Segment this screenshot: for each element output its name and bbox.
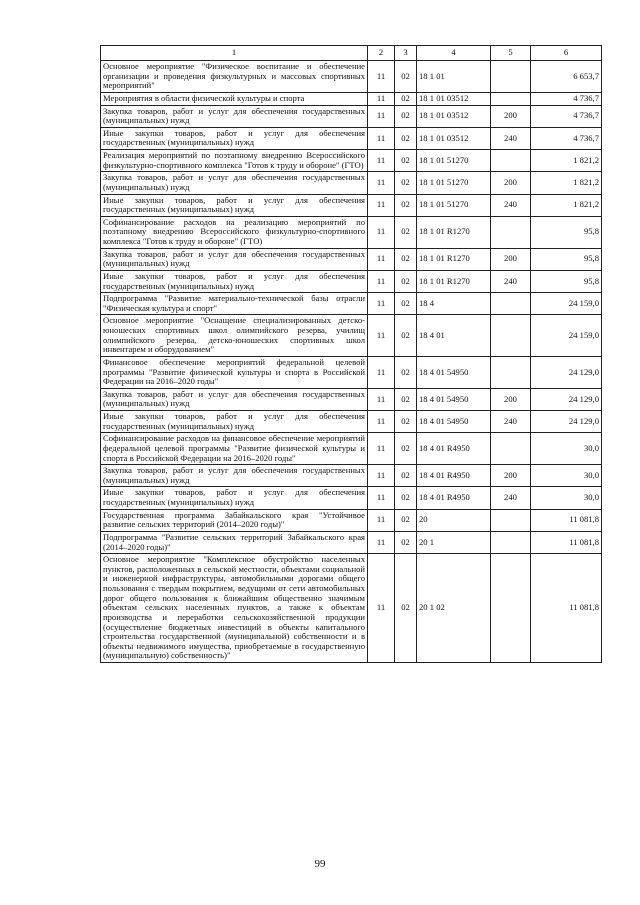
cell-subsection: 02 <box>395 433 417 465</box>
cell-target-article: 18 4 01 <box>417 315 491 357</box>
cell-expense-type: 200 <box>491 388 531 410</box>
cell-name: Закупка товаров, работ и услуг для обеспечения государственных (муниципальных) нужд <box>101 172 368 194</box>
cell-section: 11 <box>368 248 395 270</box>
cell-target-article: 18 4 01 54950 <box>417 388 491 410</box>
cell-name: Основное мероприятие "Комплексное обустройство населенных пунктов, расположенных в сельской местности, объектами социальной и инженерной инфраструктуры, автомобильными дорогами общего пользования с твердым покрытием, ведущими от сети автомобильных дорог общего пользования к ближайшим общественно значимым объектам сельских населенных пунктов, а также к объектам производства и переработки сельскохозяйственной продукции (осуществление бюджетных инвестиций в объекты капитального строительства государственной (муниципальной) собственности и в объекты недвижимого имущества, приобретаемые в государственную (муниципальную) собственность)" <box>101 554 368 663</box>
cell-subsection: 02 <box>395 270 417 292</box>
table-row <box>101 356 602 388</box>
cell-target-article: 18 4 01 R4950 <box>417 487 491 509</box>
table-row <box>101 487 602 509</box>
cell-expense-type <box>491 92 531 105</box>
cell-expense-type: 240 <box>491 127 531 149</box>
cell-name: Иные закупки товаров, работ и услуг для обеспечения государственных (муниципальных) нужд <box>101 127 368 149</box>
cell-subsection: 02 <box>395 554 417 663</box>
cell-section: 11 <box>368 92 395 105</box>
cell-subsection: 02 <box>395 411 417 433</box>
cell-name: Мероприятия в области физической культуры и спорта <box>101 92 368 105</box>
cell-name: Закупка товаров, работ и услуг для обеспечения государственных (муниципальных) нужд <box>101 465 368 487</box>
header-cell-section: 2 <box>368 46 395 61</box>
cell-section: 11 <box>368 487 395 509</box>
cell-amount: 11 081,8 <box>531 509 602 531</box>
table-row <box>101 105 602 127</box>
cell-amount: 4 736,7 <box>531 127 602 149</box>
cell-section: 11 <box>368 270 395 292</box>
cell-expense-type <box>491 150 531 172</box>
cell-expense-type: 200 <box>491 172 531 194</box>
cell-expense-type <box>491 356 531 388</box>
cell-name: Софинансирование расходов на финансовое обеспечение мероприятий федеральной целевой программы "Развитие физической культуры и спорта в Российской Федерации на 2016–2020 годы" <box>101 433 368 465</box>
cell-target-article: 18 4 <box>417 293 491 315</box>
cell-subsection: 02 <box>395 293 417 315</box>
page-number: 99 <box>314 858 326 870</box>
cell-section: 11 <box>368 531 395 553</box>
header-cell-subsection: 3 <box>395 46 417 61</box>
cell-amount: 95,8 <box>531 270 602 292</box>
cell-expense-type <box>491 433 531 465</box>
cell-section: 11 <box>368 127 395 149</box>
cell-amount: 24 159,0 <box>531 315 602 357</box>
table-row <box>101 433 602 465</box>
cell-target-article: 20 1 02 <box>417 554 491 663</box>
cell-target-article: 18 1 01 51270 <box>417 194 491 216</box>
cell-amount: 24 129,0 <box>531 411 602 433</box>
cell-expense-type <box>491 216 531 248</box>
cell-amount: 1 821,2 <box>531 172 602 194</box>
cell-name: Иные закупки товаров, работ и услуг для обеспечения государственных (муниципальных) нужд <box>101 411 368 433</box>
cell-section: 11 <box>368 216 395 248</box>
cell-name: Основное мероприятие "Оснащение специализированных детско-юношеских спортивных школ олимпийского резерва, училищ олимпийского резерва, детско-юношеских спортивных школ инвентарем и оборудованием" <box>101 315 368 357</box>
cell-subsection: 02 <box>395 172 417 194</box>
cell-target-article: 20 <box>417 509 491 531</box>
cell-expense-type <box>491 509 531 531</box>
cell-amount: 24 129,0 <box>531 388 602 410</box>
cell-amount: 4 736,7 <box>531 105 602 127</box>
cell-expense-type <box>491 293 531 315</box>
cell-section: 11 <box>368 194 395 216</box>
table-row <box>101 509 602 531</box>
cell-target-article: 18 1 01 03512 <box>417 105 491 127</box>
cell-target-article: 18 1 01 03512 <box>417 92 491 105</box>
cell-subsection: 02 <box>395 194 417 216</box>
cell-section: 11 <box>368 465 395 487</box>
cell-amount: 30,0 <box>531 433 602 465</box>
cell-expense-type <box>491 554 531 663</box>
table-row <box>101 248 602 270</box>
table-row <box>101 388 602 410</box>
header-cell-expense-type: 5 <box>491 46 531 61</box>
cell-expense-type: 200 <box>491 105 531 127</box>
cell-amount: 24 159,0 <box>531 293 602 315</box>
header-cell-name: 1 <box>101 46 368 61</box>
cell-target-article: 18 1 01 51270 <box>417 172 491 194</box>
table-row <box>101 127 602 149</box>
cell-section: 11 <box>368 356 395 388</box>
cell-target-article: 18 1 01 51270 <box>417 150 491 172</box>
table-row <box>101 150 602 172</box>
cell-target-article: 18 4 01 54950 <box>417 411 491 433</box>
cell-section: 11 <box>368 388 395 410</box>
cell-amount: 24 129,0 <box>531 356 602 388</box>
cell-name: Закупка товаров, работ и услуг для обеспечения государственных (муниципальных) нужд <box>101 388 368 410</box>
table-row <box>101 531 602 553</box>
cell-section: 11 <box>368 509 395 531</box>
cell-subsection: 02 <box>395 248 417 270</box>
cell-amount: 1 821,2 <box>531 150 602 172</box>
cell-expense-type: 240 <box>491 411 531 433</box>
cell-subsection: 02 <box>395 61 417 93</box>
budget-table <box>100 45 602 663</box>
table-row <box>101 554 602 663</box>
cell-target-article: 18 4 01 54950 <box>417 356 491 388</box>
cell-target-article: 18 1 01 03512 <box>417 127 491 149</box>
table-row <box>101 270 602 292</box>
cell-section: 11 <box>368 315 395 357</box>
cell-amount: 4 736,7 <box>531 92 602 105</box>
cell-subsection: 02 <box>395 531 417 553</box>
cell-section: 11 <box>368 150 395 172</box>
cell-target-article: 18 1 01 R1270 <box>417 248 491 270</box>
cell-expense-type <box>491 61 531 93</box>
table-row <box>101 216 602 248</box>
table-row <box>101 411 602 433</box>
cell-section: 11 <box>368 411 395 433</box>
cell-name: Реализация мероприятий по поэтапному внедрению Всероссийского физкультурно-спортивного комплекса "Готов к труду и обороне" (ГТО) <box>101 150 368 172</box>
cell-subsection: 02 <box>395 388 417 410</box>
cell-name: Иные закупки товаров, работ и услуг для обеспечения государственных (муниципальных) нужд <box>101 487 368 509</box>
cell-section: 11 <box>368 433 395 465</box>
cell-amount: 1 821,2 <box>531 194 602 216</box>
cell-name: Государственная программа Забайкальского края "Устойчивое развитие сельских территорий (2014–2020 годы)" <box>101 509 368 531</box>
header-cell-target-article: 4 <box>417 46 491 61</box>
cell-expense-type: 240 <box>491 194 531 216</box>
cell-subsection: 02 <box>395 127 417 149</box>
cell-target-article: 18 1 01 R1270 <box>417 270 491 292</box>
cell-subsection: 02 <box>395 216 417 248</box>
cell-subsection: 02 <box>395 487 417 509</box>
cell-amount: 6 653,7 <box>531 61 602 93</box>
cell-amount: 11 081,8 <box>531 554 602 663</box>
cell-name: Подпрограмма "Развитие сельских территорий Забайкальского края (2014–2020 годы)" <box>101 531 368 553</box>
cell-expense-type <box>491 531 531 553</box>
cell-target-article: 18 4 01 R4950 <box>417 465 491 487</box>
cell-subsection: 02 <box>395 465 417 487</box>
cell-target-article: 20 1 <box>417 531 491 553</box>
header-cell-amount: 6 <box>531 46 602 61</box>
table-row <box>101 61 602 93</box>
cell-section: 11 <box>368 554 395 663</box>
cell-section: 11 <box>368 172 395 194</box>
cell-expense-type: 200 <box>491 465 531 487</box>
table-row <box>101 172 602 194</box>
cell-subsection: 02 <box>395 315 417 357</box>
cell-target-article: 18 1 01 <box>417 61 491 93</box>
cell-subsection: 02 <box>395 105 417 127</box>
cell-name: Основное мероприятие "Физическое воспитание и обеспечение организации и проведения физкультурных и массовых спортивных мероприятий" <box>101 61 368 93</box>
cell-amount: 95,8 <box>531 216 602 248</box>
cell-name: Иные закупки товаров, работ и услуг для обеспечения государственных (муниципальных) нужд <box>101 270 368 292</box>
cell-name: Закупка товаров, работ и услуг для обеспечения государственных (муниципальных) нужд <box>101 105 368 127</box>
cell-section: 11 <box>368 293 395 315</box>
cell-subsection: 02 <box>395 92 417 105</box>
cell-amount: 11 081,8 <box>531 531 602 553</box>
table-row <box>101 194 602 216</box>
table-row <box>101 293 602 315</box>
cell-expense-type: 240 <box>491 270 531 292</box>
cell-subsection: 02 <box>395 150 417 172</box>
cell-subsection: 02 <box>395 356 417 388</box>
cell-amount: 30,0 <box>531 487 602 509</box>
cell-name: Закупка товаров, работ и услуг для обеспечения государственных (муниципальных) нужд <box>101 248 368 270</box>
cell-name: Финансовое обеспечение мероприятий федеральной целевой программы "Развитие физической культуры и спорта в Российской Федерации на 2016–2020 годы" <box>101 356 368 388</box>
cell-name: Подпрограмма "Развитие материально-технической базы отрасли "Физическая культура и спорт" <box>101 293 368 315</box>
table-row <box>101 315 602 357</box>
cell-name: Иные закупки товаров, работ и услуг для обеспечения государственных (муниципальных) нужд <box>101 194 368 216</box>
table-row <box>101 465 602 487</box>
cell-amount: 95,8 <box>531 248 602 270</box>
cell-name: Софинансирование расходов на реализацию мероприятий по поэтапному внедрению Всероссийского физкультурно-спортивного комплекса "Готов к труду и обороне" (ГТО) <box>101 216 368 248</box>
table-row <box>101 92 602 105</box>
cell-amount: 30,0 <box>531 465 602 487</box>
cell-expense-type: 240 <box>491 487 531 509</box>
cell-expense-type <box>491 315 531 357</box>
cell-target-article: 18 4 01 R4950 <box>417 433 491 465</box>
cell-subsection: 02 <box>395 509 417 531</box>
header-row <box>101 46 602 61</box>
cell-target-article: 18 1 01 R1270 <box>417 216 491 248</box>
cell-expense-type: 200 <box>491 248 531 270</box>
cell-section: 11 <box>368 105 395 127</box>
cell-section: 11 <box>368 61 395 93</box>
